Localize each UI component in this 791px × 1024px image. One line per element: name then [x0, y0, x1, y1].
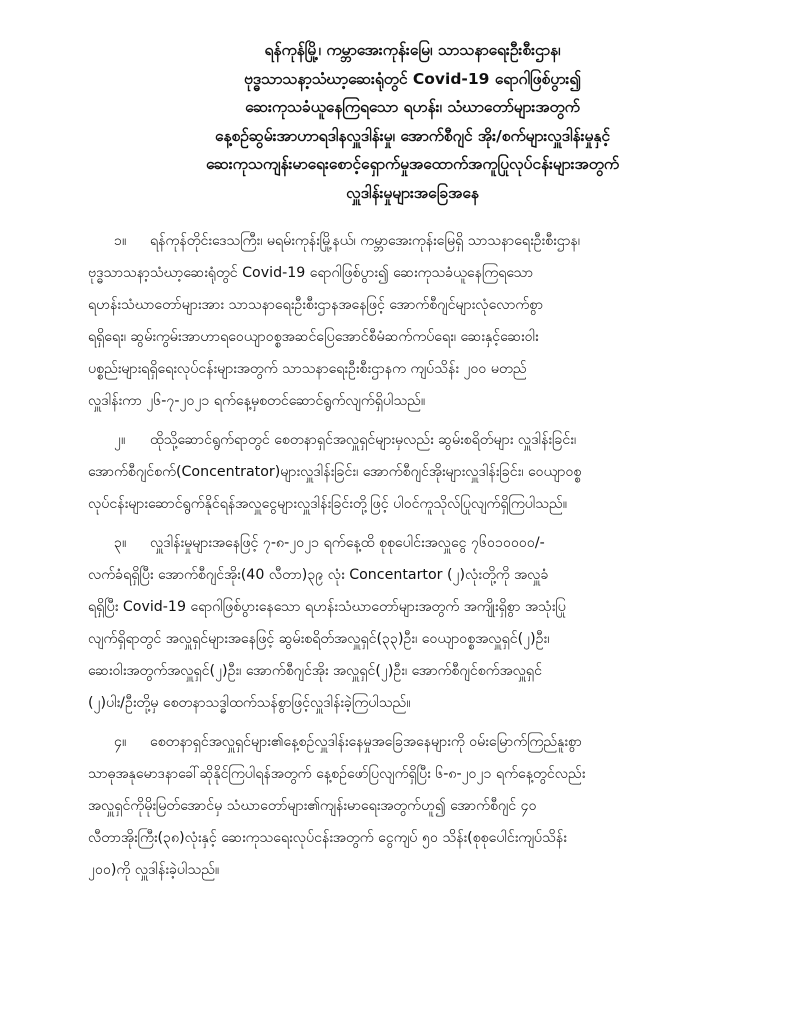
title-line: ဆေးကုသခံယူနေကြရသော ရဟန်း၊ သံဃာတော်များအတွက်: [245, 98, 580, 116]
paragraph-line: [88, 424, 721, 456]
paragraph-2: [88, 424, 721, 520]
paragraph-line: အောက်စီဂျင်စက်(Concentrator)များလှူဒါန်းခြင်း၊ အောက်စီဂျင်အိုးများလှူဒါန်းခြင်း၊ ဝေယျာဝစ္စ: [88, 464, 582, 480]
paragraph-line: လျက်ရှိရာတွင် အလှူရှင်များအနေဖြင့် ဆွမ်းစရိတ်အလှူရှင်(၃၃)ဦး၊ ဝေယျာဝစ္စအလှူရှင်(၂)ဦး၊: [88, 631, 550, 647]
paragraph-text: လှူဒါန်းမှုများအနေဖြင့် ၇-၈-၂၀၂၁ ရက်နေ့ထိ စုစုပေါင်းအလှူငွေ ၇၆၀၁၀၀၀၀/-: [150, 535, 545, 551]
paragraph-text: ရန်ကုန်တိုင်းဒေသကြီး၊ မရမ်းကုန်းမြို့နယ်၊ ကမ္ဘာအေးကုန်းမြေရှိ သာသနာရေးဦးစီးဌာန၊: [150, 233, 581, 249]
paragraph-line: ဗုဒ္ဓသာသနာ့သံဃာ့ဆေးရုံတွင် Covid-19 ရောဂါဖြစ်ပွား၍ ဆေးကုသခံယူနေကြရသော: [88, 265, 534, 281]
paragraph-line: သာဓုအနုမောဒနာခေါ်ဆိုနိုင်ကြပါရန်အတွက် နေ့စဉ်ဖော်ပြလျက်ရှိပြီး ၆-၈-၂၀၂၁ ရက်နေ့တွင်လည်း: [88, 766, 586, 782]
paragraph-line: အလှူရှင်ကိုမိုးမြတ်အောင်မှ သံဃာတော်များ၏ကျန်းမာရေးအတွက်ဟူ၍ အောက်စီဂျင် ၄၀: [88, 798, 537, 814]
paragraph-line: (၂)ပါး/ဦးတို့မှ စေတနာသဒ္ဓါထက်သန်စွာဖြင့်လှူဒါန်းခဲ့ကြပါသည်။: [88, 695, 411, 711]
paragraph-1: [88, 225, 721, 417]
title-line: လှူဒါန်းမှုများအခြေအနေ: [346, 183, 479, 202]
title-line: ဗုဒ္ဓသာသနာ့သံဃာ့ဆေးရုံတွင် Covid-19 ရောဂါဖြစ်ပွား၍: [244, 69, 581, 88]
paragraph-text: ထိုသို့ဆောင်ရွက်ရာတွင် စေတနာရှင်အလှူရှင်များမှလည်း ဆွမ်းစရိတ်များ လှူဒါန်းခြင်း၊: [150, 432, 577, 448]
paragraph-line: ရဟန်းသံဃာတော်များအား သာသနာရေးဦးစီးဌာနအနေဖြင့် အောက်စီဂျင်များလုံလောက်စွာ: [88, 297, 544, 313]
title-line: နေ့စဉ်ဆွမ်းအာဟာရဒါနလှူဒါန်းမှု၊ အောက်စီဂျင် အိုး/စက်များလှူဒါန်းမှုနှင့်: [215, 126, 610, 145]
paragraph-line: ဆေးဝါးအတွက်အလှူရှင်(၂)ဦး၊ အောက်စီဂျင်အိုး အလှူရှင်(၂)ဦး၊ အောက်စီဂျင်စက်အလှူရှင်: [88, 663, 542, 679]
paragraph-line: လက်ခံရရှိပြီး အောက်စီဂျင်အိုး(40 လီတာ)၃၉ လုံး Concentartor (၂)လုံးတို့ကို အလှူခံ: [88, 567, 549, 583]
paragraph-line: ပစ္စည်းများရရှိရေးလုပ်ငန်းများအတွက် သာသနာရေးဦးစီးဌာနက ကျပ်သိန်း ၂၀၀ မတည်: [88, 361, 527, 377]
paragraph-line: လုပ်ငန်းများဆောင်ရွက်နိုင်ရန်အလှူငွေများလှူဒါန်းခြင်းတို့ဖြင့် ပါဝင်ကူသိုလ်ပြုလျက်ရှိကြပါသည်။: [88, 496, 568, 512]
paragraph-4: [88, 726, 721, 886]
paragraph-number: ၃။: [114, 535, 127, 551]
paragraph-line: [88, 225, 721, 257]
paragraph-3: [88, 527, 721, 719]
title-line: ရန်ကုန်မြို့၊ ကမ္ဘာအေးကုန်းမြေ၊ သာသနာရေးဦးစီးဌာန၊: [264, 41, 561, 59]
paragraph-line: လှူဒါန်းကာ ၂၆-၇-၂၀၂၁ ရက်နေ့မှစတင်ဆောင်ရွက်လျက်ရှိပါသည်။: [88, 393, 426, 409]
paragraph-number: ၁။: [114, 233, 127, 249]
paragraph-line: [88, 527, 721, 559]
paragraph-line: ရရှိပြီး Covid-19 ရောဂါဖြစ်ပွားနေသော ရဟန်းသံဃာတော်များအတွက် အကျိုးရှိစွာ အသုံးပြု: [88, 599, 566, 615]
paragraph-number: ၂။: [114, 432, 126, 448]
paragraph-line: [88, 726, 721, 758]
paragraph-line: ၂၀၀)ကို လှူဒါန်းခဲ့ပါသည်။: [88, 862, 220, 878]
paragraph-line: ရရှိရေး၊ ဆွမ်းကွမ်းအာဟာရဝေယျာဝစ္စအဆင်ပြေအောင်စီမံဆက်ကပ်ရေး၊ ဆေးနှင့်ဆေးဝါး: [88, 329, 539, 345]
paragraph-number: ၄။: [114, 734, 127, 750]
document-title: [88, 36, 721, 207]
paragraph-text: စေတနာရှင်အလှူရှင်များ၏နေ့စဉ်လှူဒါန်းနေမှုအခြေအနေများကို ဝမ်းမြောက်ကြည်နူးစွာ: [150, 734, 582, 750]
paragraph-line: လီတာအိုးကြီး(၃၈)လုံးနှင့် ဆေးကုသရေးလုပ်ငန်းအတွက် ငွေကျပ် ၅၀ သိန်း(စုစုပေါင်းကျပ်သိန်း: [88, 830, 567, 846]
title-line: ဆေးကုသကျန်းမာရေးစောင့်ရှောက်မှုအထောက်အကူပြုလုပ်ငန်းများအတွက်: [205, 155, 620, 173]
